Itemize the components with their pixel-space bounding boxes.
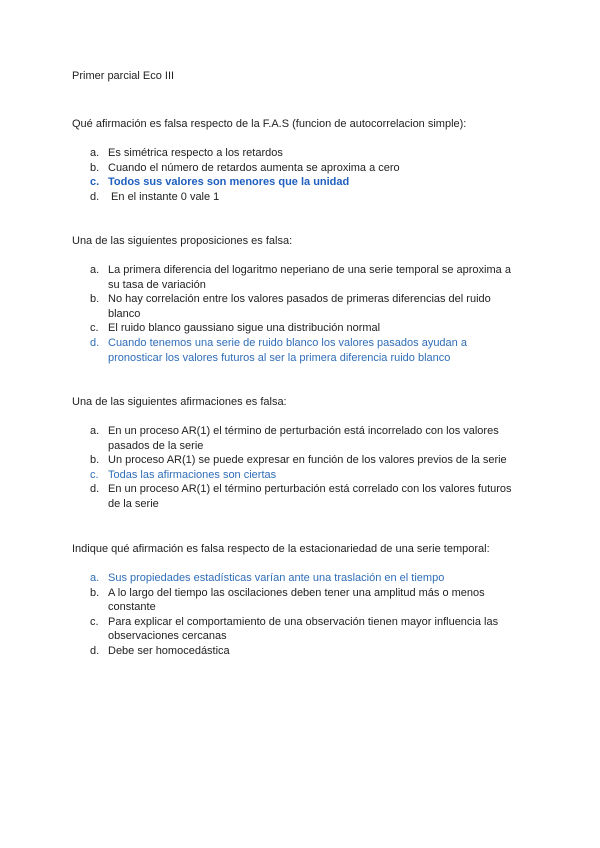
option-letter: d. bbox=[90, 483, 100, 496]
question-2 bbox=[72, 234, 542, 365]
option-a bbox=[72, 146, 518, 161]
option-letter: a. bbox=[90, 147, 100, 159]
option-text: A lo largo del tiempo las oscilaciones deben tener una amplitud más o menos constante bbox=[108, 586, 485, 614]
option-c-answer bbox=[72, 468, 518, 483]
option-text: En el instante 0 vale 1 bbox=[108, 190, 220, 203]
question-prompt: Qué afirmación es falsa respecto de la F.A.S (funcion de autocorrelacion simple): bbox=[72, 118, 467, 130]
option-text: Un proceso AR(1) se puede expresar en función de los valores previos de la serie bbox=[108, 454, 507, 467]
option-text: Sus propiedades estadísticas varían ante una traslación en el tiempo bbox=[108, 572, 445, 584]
option-text: Cuando el número de retardos aumenta se aproxima a cero bbox=[108, 161, 400, 174]
option-letter: c. bbox=[90, 322, 99, 335]
option-text: No hay correlación entre los valores pasados de primeras diferencias del ruido blanco bbox=[108, 293, 491, 320]
option-text: Para explicar el comportamiento de una observación tienen mayor influencia las observaciones cercanas bbox=[108, 615, 499, 643]
option-c-answer bbox=[72, 175, 518, 190]
option-text: Todos sus valores son menores que la unidad bbox=[108, 176, 350, 189]
document-title: Primer parcial Eco III bbox=[72, 70, 175, 82]
option-b bbox=[72, 161, 518, 176]
option-b bbox=[72, 453, 518, 468]
option-letter: a. bbox=[90, 425, 100, 437]
option-a-answer bbox=[72, 571, 518, 586]
question-prompt: Una de las siguientes afirmaciones es falsa: bbox=[72, 396, 287, 408]
option-b bbox=[72, 586, 518, 615]
option-b bbox=[72, 292, 518, 321]
option-letter: d. bbox=[90, 336, 100, 349]
option-text: En un proceso AR(1) el término de perturbación está incorrelado con los valores pasados de la serie bbox=[108, 425, 499, 452]
option-a bbox=[72, 263, 518, 292]
options-list bbox=[72, 571, 542, 659]
option-text: El ruido blanco gaussiano sigue una distribución normal bbox=[108, 322, 381, 335]
question-prompt: Una de las siguientes proposiciones es falsa: bbox=[72, 235, 293, 247]
option-text: Debe ser homocedástica bbox=[108, 644, 230, 657]
option-text: Todas las afirmaciones son ciertas bbox=[108, 468, 277, 481]
options-list bbox=[72, 263, 542, 365]
question-1 bbox=[72, 117, 542, 204]
option-letter: b. bbox=[90, 293, 100, 306]
option-letter: b. bbox=[90, 454, 100, 467]
option-d bbox=[72, 644, 518, 659]
option-letter: c. bbox=[90, 615, 99, 628]
option-letter: d. bbox=[90, 190, 100, 203]
option-c bbox=[72, 321, 518, 336]
question-4 bbox=[72, 542, 542, 659]
option-letter: c. bbox=[90, 176, 100, 189]
option-letter: a. bbox=[90, 572, 100, 584]
option-letter: d. bbox=[90, 644, 100, 657]
options-list bbox=[72, 146, 542, 204]
option-d-answer bbox=[72, 336, 518, 365]
option-text: En un proceso AR(1) el término perturbación está correlado con los valores futuros de la serie bbox=[108, 483, 512, 510]
question-prompt: Indique qué afirmación es falsa respecto de la estacionariedad de una serie temporal: bbox=[72, 543, 490, 555]
option-letter: b. bbox=[90, 586, 100, 599]
option-c bbox=[72, 615, 518, 644]
option-letter: a. bbox=[90, 264, 100, 276]
option-d bbox=[72, 482, 518, 511]
question-3 bbox=[72, 395, 542, 512]
option-letter: b. bbox=[90, 161, 100, 174]
option-text: Cuando tenemos una serie de ruido blanco los valores pasados ayudan a pronosticar los valores futuros al ser la primera diferencia ruido blanco bbox=[108, 336, 467, 364]
option-a bbox=[72, 424, 518, 453]
options-list bbox=[72, 424, 542, 512]
option-text: Es simétrica respecto a los retardos bbox=[108, 147, 283, 159]
option-d bbox=[72, 190, 518, 205]
option-letter: c. bbox=[90, 468, 99, 481]
option-text: La primera diferencia del logaritmo neperiano de una serie temporal se aproxima a su tasa de variación bbox=[108, 264, 511, 291]
